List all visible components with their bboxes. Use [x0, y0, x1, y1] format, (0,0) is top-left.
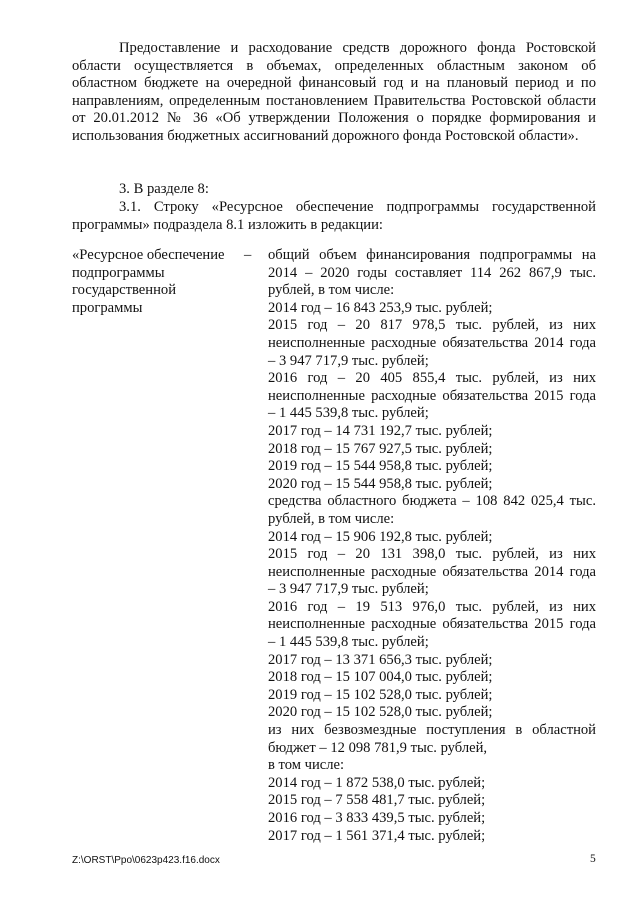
funding-line: 2017 год – 14 731 192,7 тыс. рублей;	[268, 422, 493, 439]
funding-line: в том числе:	[268, 757, 345, 774]
table-row-content	[268, 247, 596, 845]
funding-line: из них безвозмездные поступления в областной бюджет – 12 098 781,9 тыс. рублей,	[268, 722, 596, 756]
funding-line: 2015 год – 7 558 481,7 тыс. рублей;	[268, 792, 486, 809]
intro-paragraph: Предоставление и расходование средств дорожного фонда Ростовской области осуществляется в объемах, определенных областным законом об областном бюджете на очередной финансовый год и на плановый период и по направлениям, определенным постановлением Правительства Ростовской области от 20.01.2012 № 36 «Об утверждении Положения о порядке формирования и использования бюджетных ассигнований дорожного фонда Ростовской области».	[72, 40, 596, 144]
funding-line: 2020 год – 15 544 958,8 тыс. рублей;	[268, 475, 493, 492]
funding-line: 2016 год – 20 405 855,4 тыс. рублей, из них неисполненные расходные обязательства 2015 года – 1 445 539,8 тыс. рублей;	[268, 370, 596, 422]
funding-line: 2018 год – 15 767 927,5 тыс. рублей;	[268, 440, 493, 457]
section-heading: 3. В разделе 8:	[119, 181, 209, 197]
funding-line: 2014 год – 16 843 253,9 тыс. рублей;	[268, 299, 493, 316]
funding-line: 2014 год – 1 872 538,0 тыс. рублей;	[268, 774, 486, 791]
funding-line: 2017 год – 1 561 371,4 тыс. рублей;	[268, 827, 486, 844]
table-row-label: «Ресурсное обеспечение подпрограммы государственной программы	[72, 247, 225, 316]
page-number: 5	[590, 853, 596, 865]
funding-line: 2016 год – 3 833 439,5 тыс. рублей;	[268, 810, 486, 826]
funding-line: 2016 год – 19 513 976,0 тыс. рублей, из них неисполненные расходные обязательства 2015 года – 1 445 539,8 тыс. рублей;	[268, 598, 596, 651]
funding-line: 2015 год – 20 131 398,0 тыс. рублей, из них неисполненные расходные обязательства 2014 года – 3 947 717,9 тыс. рублей;	[268, 546, 596, 598]
funding-line: средства областного бюджета – 108 842 025,4 тыс. рублей, в том числе:	[268, 493, 596, 527]
funding-line: 2014 год – 15 906 192,8 тыс. рублей;	[268, 528, 493, 545]
subsection-text: 3.1. Строку «Ресурсное обеспечение подпрограммы государственной программы» подраздела 8.1 изложить в редакции:	[72, 199, 596, 233]
footer-file-path: Z:\ORST\Ppo\0623p423.f16.docx	[72, 855, 220, 866]
funding-line: 2018 год – 15 107 004,0 тыс. рублей;	[268, 669, 493, 686]
funding-line: общий объем финансирования подпрограммы на 2014 – 2020 годы составляет 114 262 867,9 тыс. рублей, в том числе:	[268, 247, 596, 299]
table-dash: –	[244, 247, 252, 263]
funding-line: 2019 год – 15 102 528,0 тыс. рублей;	[268, 686, 493, 703]
funding-line: 2017 год – 13 371 656,3 тыс. рублей;	[268, 651, 493, 668]
funding-line: 2020 год – 15 102 528,0 тыс. рублей;	[268, 704, 493, 721]
funding-line: 2019 год – 15 544 958,8 тыс. рублей;	[268, 458, 493, 475]
funding-line: 2015 год – 20 817 978,5 тыс. рублей, из них неисполненные расходные обязательства 2014 года – 3 947 717,9 тыс. рублей;	[268, 317, 596, 369]
